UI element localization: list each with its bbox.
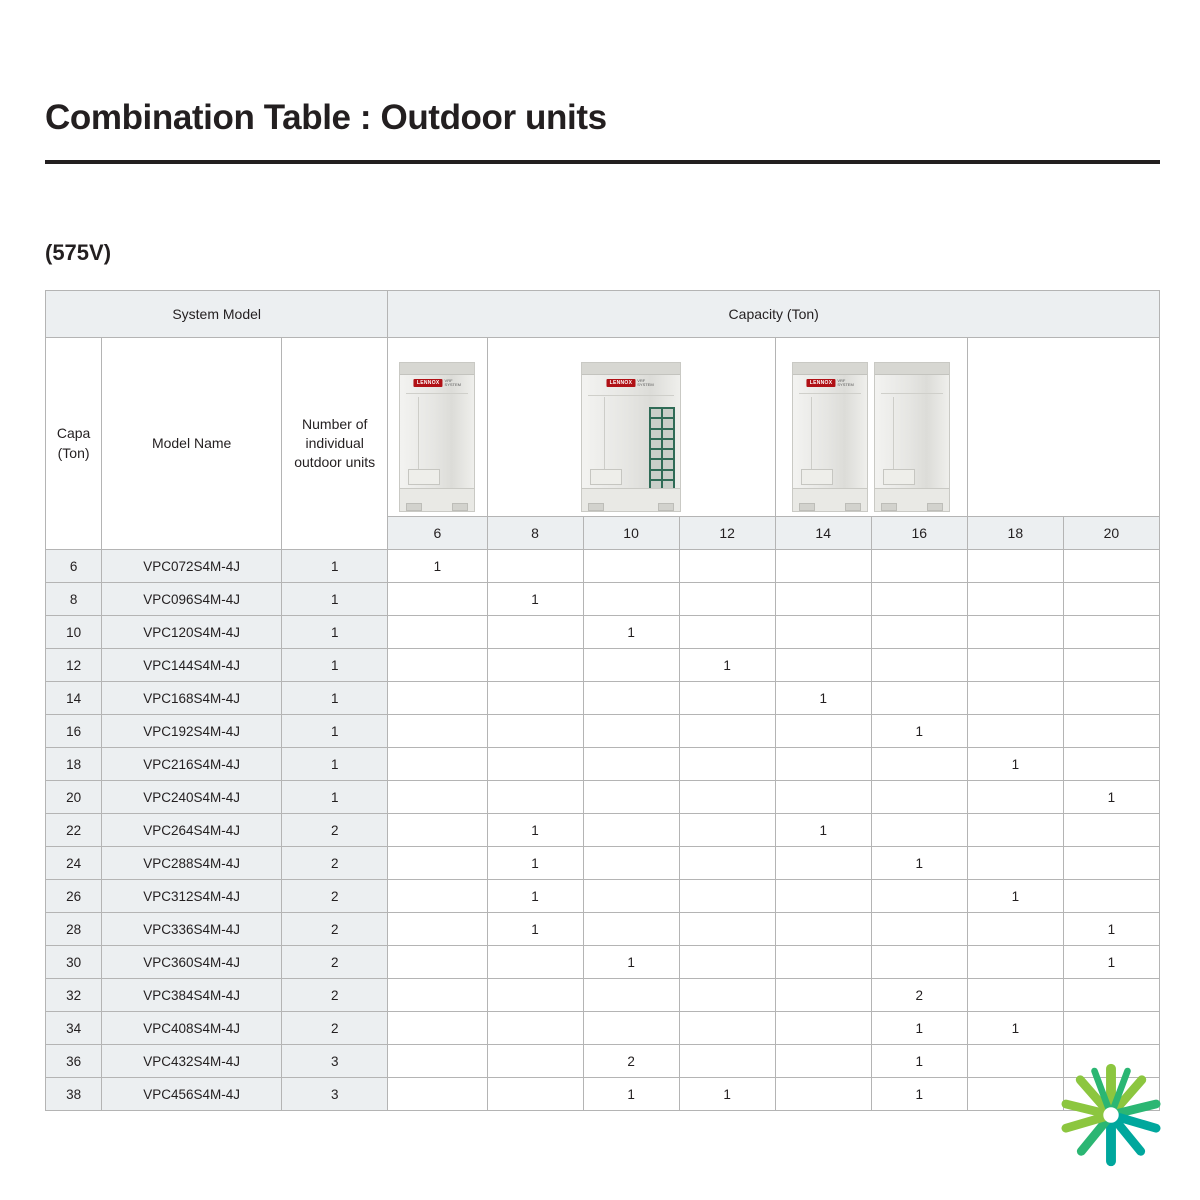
unit-foot-right bbox=[845, 503, 861, 511]
unit-top-cap bbox=[875, 363, 949, 375]
unit-brand-badge bbox=[807, 379, 854, 388]
brand-subtext: VRF SYSTEM bbox=[837, 378, 854, 388]
cell-cap-16: 1 bbox=[871, 1045, 967, 1078]
table-row bbox=[46, 880, 1160, 913]
cell-cap-6 bbox=[388, 913, 487, 946]
cell-cap-18: 1 bbox=[967, 880, 1063, 913]
cell-model: VPC312S4M-4J bbox=[102, 880, 282, 913]
cell-units: 2 bbox=[282, 946, 388, 979]
capacity-tick-6: 6 bbox=[388, 517, 487, 550]
cell-model: VPC240S4M-4J bbox=[102, 781, 282, 814]
cell-cap-8 bbox=[487, 649, 583, 682]
cell-units: 2 bbox=[282, 880, 388, 913]
cell-cap-20 bbox=[1063, 979, 1159, 1012]
cell-cap-20 bbox=[1063, 880, 1159, 913]
cell-cap-6 bbox=[388, 946, 487, 979]
cell-model: VPC384S4M-4J bbox=[102, 979, 282, 1012]
unit-panel-seam bbox=[881, 393, 943, 394]
cell-cap-20 bbox=[1063, 550, 1159, 583]
cell-cap-14 bbox=[775, 550, 871, 583]
cell-cap-18 bbox=[967, 946, 1063, 979]
cell-model: VPC432S4M-4J bbox=[102, 1045, 282, 1078]
cell-cap-18 bbox=[967, 979, 1063, 1012]
cell-cap-8: 1 bbox=[487, 583, 583, 616]
cell-cap-12 bbox=[679, 913, 775, 946]
table-row bbox=[46, 715, 1160, 748]
cell-cap-16 bbox=[871, 748, 967, 781]
unit-foot-right bbox=[452, 503, 468, 511]
voltage-subtitle: (575V) bbox=[45, 240, 112, 265]
cell-cap-6 bbox=[388, 880, 487, 913]
cell-units: 2 bbox=[282, 979, 388, 1012]
cell-capa: 36 bbox=[46, 1045, 102, 1078]
table-row bbox=[46, 1045, 1160, 1078]
column-header-capa bbox=[46, 338, 102, 550]
cell-units: 1 bbox=[282, 682, 388, 715]
cell-cap-16 bbox=[871, 583, 967, 616]
capacity-tick-8: 8 bbox=[487, 517, 583, 550]
brand-subtext: VRF SYSTEM bbox=[444, 378, 461, 388]
cell-cap-12: 1 bbox=[679, 649, 775, 682]
cell-cap-20 bbox=[1063, 649, 1159, 682]
cell-units: 1 bbox=[282, 583, 388, 616]
cell-model: VPC144S4M-4J bbox=[102, 649, 282, 682]
cell-cap-14 bbox=[775, 1012, 871, 1045]
cell-cap-16: 1 bbox=[871, 1012, 967, 1045]
unit-foot-left bbox=[799, 503, 815, 511]
cell-cap-14 bbox=[775, 979, 871, 1012]
cell-units: 3 bbox=[282, 1045, 388, 1078]
cell-model: VPC456S4M-4J bbox=[102, 1078, 282, 1111]
cell-cap-6 bbox=[388, 1045, 487, 1078]
unit-brand-badge bbox=[414, 379, 461, 388]
cell-cap-20 bbox=[1063, 1012, 1159, 1045]
cell-cap-16 bbox=[871, 682, 967, 715]
unit-foot-right bbox=[927, 503, 943, 511]
cell-cap-8 bbox=[487, 616, 583, 649]
cell-cap-10 bbox=[583, 814, 679, 847]
cell-units: 1 bbox=[282, 550, 388, 583]
cell-cap-10 bbox=[583, 748, 679, 781]
brand-mark: LENNOX bbox=[607, 379, 636, 387]
cell-cap-18 bbox=[967, 583, 1063, 616]
cell-cap-20: 1 bbox=[1063, 913, 1159, 946]
unit-brand-badge bbox=[607, 379, 656, 388]
cell-cap-16: 2 bbox=[871, 979, 967, 1012]
table-row bbox=[46, 682, 1160, 715]
cell-cap-6 bbox=[388, 1078, 487, 1111]
cell-cap-16 bbox=[871, 781, 967, 814]
table-row bbox=[46, 1078, 1160, 1111]
header-system-model: System Model bbox=[46, 291, 388, 338]
outdoor-unit-graphic bbox=[581, 362, 681, 512]
illustration-single-unit bbox=[388, 338, 487, 517]
cell-cap-8: 1 bbox=[487, 880, 583, 913]
unit-panel-seam bbox=[588, 395, 674, 396]
cell-cap-18 bbox=[967, 550, 1063, 583]
cell-cap-14 bbox=[775, 946, 871, 979]
table-row bbox=[46, 748, 1160, 781]
brand-subtext: VRF SYSTEM bbox=[637, 378, 654, 388]
capacity-tick-20: 20 bbox=[1063, 517, 1159, 550]
cell-cap-16 bbox=[871, 616, 967, 649]
cell-cap-12: 1 bbox=[679, 1078, 775, 1111]
table-row bbox=[46, 616, 1160, 649]
cell-model: VPC168S4M-4J bbox=[102, 682, 282, 715]
title-divider bbox=[45, 160, 1160, 164]
cell-cap-6 bbox=[388, 781, 487, 814]
brand-mark: LENNOX bbox=[414, 379, 443, 387]
unit-top-cap bbox=[793, 363, 867, 375]
table-row bbox=[46, 583, 1160, 616]
cell-cap-20 bbox=[1063, 814, 1159, 847]
cell-cap-12 bbox=[679, 715, 775, 748]
capacity-tick-14: 14 bbox=[775, 517, 871, 550]
unit-vent bbox=[408, 469, 440, 485]
cell-model: VPC336S4M-4J bbox=[102, 913, 282, 946]
cell-cap-16: 1 bbox=[871, 1078, 967, 1111]
cell-capa: 30 bbox=[46, 946, 102, 979]
cell-cap-12 bbox=[679, 1012, 775, 1045]
cell-cap-20 bbox=[1063, 682, 1159, 715]
cell-cap-10 bbox=[583, 781, 679, 814]
capacity-tick-10: 10 bbox=[583, 517, 679, 550]
outdoor-unit-graphic bbox=[874, 362, 950, 512]
cell-cap-16 bbox=[871, 649, 967, 682]
unit-foot-right bbox=[658, 503, 674, 511]
cell-units: 2 bbox=[282, 913, 388, 946]
cell-cap-10: 1 bbox=[583, 1078, 679, 1111]
cell-cap-14 bbox=[775, 913, 871, 946]
cell-cap-14 bbox=[775, 781, 871, 814]
cell-cap-10 bbox=[583, 715, 679, 748]
table-row bbox=[46, 847, 1160, 880]
cell-units: 1 bbox=[282, 715, 388, 748]
cell-units: 2 bbox=[282, 847, 388, 880]
cell-cap-6: 1 bbox=[388, 550, 487, 583]
cell-model: VPC264S4M-4J bbox=[102, 814, 282, 847]
cell-cap-16 bbox=[871, 913, 967, 946]
cell-capa: 18 bbox=[46, 748, 102, 781]
cell-cap-6 bbox=[388, 682, 487, 715]
unit-vent bbox=[883, 469, 915, 485]
cell-cap-16 bbox=[871, 946, 967, 979]
unit-heat-exchanger-grille bbox=[649, 407, 675, 491]
cell-cap-12 bbox=[679, 550, 775, 583]
cell-cap-18 bbox=[967, 649, 1063, 682]
cell-cap-10 bbox=[583, 880, 679, 913]
cell-cap-10 bbox=[583, 979, 679, 1012]
table-row bbox=[46, 814, 1160, 847]
cell-cap-12 bbox=[679, 1045, 775, 1078]
cell-cap-6 bbox=[388, 1012, 487, 1045]
table-row bbox=[46, 550, 1160, 583]
cell-cap-6 bbox=[388, 616, 487, 649]
cell-cap-20: 1 bbox=[1063, 946, 1159, 979]
table-row bbox=[46, 649, 1160, 682]
cell-model: VPC360S4M-4J bbox=[102, 946, 282, 979]
cell-cap-8: 1 bbox=[487, 847, 583, 880]
combination-table bbox=[45, 290, 1160, 1111]
cell-units: 3 bbox=[282, 1078, 388, 1111]
cell-cap-14 bbox=[775, 1045, 871, 1078]
cell-cap-14 bbox=[775, 616, 871, 649]
cell-cap-8 bbox=[487, 682, 583, 715]
capacity-tick-12: 12 bbox=[679, 517, 775, 550]
table-row bbox=[46, 946, 1160, 979]
table-row bbox=[46, 1012, 1160, 1045]
cell-cap-18 bbox=[967, 682, 1063, 715]
unit-top-cap bbox=[400, 363, 474, 375]
illustration-spacer bbox=[967, 338, 1159, 517]
cell-cap-10 bbox=[583, 550, 679, 583]
cell-cap-18 bbox=[967, 1045, 1063, 1078]
cell-cap-8 bbox=[487, 946, 583, 979]
cell-cap-18 bbox=[967, 1078, 1063, 1111]
cell-cap-12 bbox=[679, 682, 775, 715]
cell-cap-18 bbox=[967, 814, 1063, 847]
capacity-tick-16: 16 bbox=[871, 517, 967, 550]
table-row bbox=[46, 913, 1160, 946]
cell-cap-18 bbox=[967, 616, 1063, 649]
cell-units: 2 bbox=[282, 1012, 388, 1045]
unit-vent bbox=[801, 469, 833, 485]
cell-cap-6 bbox=[388, 748, 487, 781]
unit-panel-seam bbox=[799, 393, 861, 394]
table-row bbox=[46, 979, 1160, 1012]
cell-model: VPC120S4M-4J bbox=[102, 616, 282, 649]
brand-mark: LENNOX bbox=[807, 379, 836, 387]
cell-units: 1 bbox=[282, 649, 388, 682]
cell-capa: 34 bbox=[46, 1012, 102, 1045]
cell-cap-10 bbox=[583, 583, 679, 616]
cell-cap-16: 1 bbox=[871, 715, 967, 748]
cell-model: VPC408S4M-4J bbox=[102, 1012, 282, 1045]
cell-cap-10 bbox=[583, 913, 679, 946]
cell-cap-20 bbox=[1063, 847, 1159, 880]
cell-capa: 12 bbox=[46, 649, 102, 682]
column-header-model-name: Model Name bbox=[102, 338, 282, 550]
cell-cap-6 bbox=[388, 814, 487, 847]
cell-cap-18 bbox=[967, 913, 1063, 946]
cell-capa: 28 bbox=[46, 913, 102, 946]
cell-cap-14 bbox=[775, 583, 871, 616]
cell-cap-16: 1 bbox=[871, 847, 967, 880]
illustration-grille-unit bbox=[487, 338, 775, 517]
capacity-tick-18: 18 bbox=[967, 517, 1063, 550]
cell-cap-12 bbox=[679, 814, 775, 847]
unit-foot-left bbox=[881, 503, 897, 511]
cell-cap-20: 1 bbox=[1063, 781, 1159, 814]
cell-cap-10: 1 bbox=[583, 946, 679, 979]
unit-panel-seam bbox=[406, 393, 468, 394]
cell-cap-8 bbox=[487, 1078, 583, 1111]
number-of-units-label: Number of individual outdoor units bbox=[294, 416, 376, 470]
unit-foot-left bbox=[406, 503, 422, 511]
cell-cap-6 bbox=[388, 583, 487, 616]
page-title: Combination Table : Outdoor units bbox=[45, 98, 607, 137]
cell-cap-12 bbox=[679, 946, 775, 979]
cell-cap-12 bbox=[679, 583, 775, 616]
cell-cap-14 bbox=[775, 1078, 871, 1111]
cell-cap-8 bbox=[487, 550, 583, 583]
cell-cap-8: 1 bbox=[487, 814, 583, 847]
cell-cap-8 bbox=[487, 781, 583, 814]
cell-cap-12 bbox=[679, 748, 775, 781]
cell-cap-14 bbox=[775, 748, 871, 781]
cell-capa: 38 bbox=[46, 1078, 102, 1111]
cell-cap-18 bbox=[967, 781, 1063, 814]
illustration-dual-unit bbox=[775, 338, 967, 517]
cell-cap-18 bbox=[967, 847, 1063, 880]
cell-cap-10 bbox=[583, 847, 679, 880]
cell-cap-6 bbox=[388, 649, 487, 682]
cell-cap-18: 1 bbox=[967, 748, 1063, 781]
cell-cap-14: 1 bbox=[775, 682, 871, 715]
cell-capa: 20 bbox=[46, 781, 102, 814]
cell-cap-8 bbox=[487, 1045, 583, 1078]
cell-capa: 16 bbox=[46, 715, 102, 748]
cell-cap-8 bbox=[487, 1012, 583, 1045]
cell-model: VPC072S4M-4J bbox=[102, 550, 282, 583]
unit-foot-left bbox=[588, 503, 604, 511]
cell-capa: 10 bbox=[46, 616, 102, 649]
header-capacity: Capacity (Ton) bbox=[388, 291, 1160, 338]
cell-units: 2 bbox=[282, 814, 388, 847]
cell-cap-10: 2 bbox=[583, 1045, 679, 1078]
cell-cap-10 bbox=[583, 1012, 679, 1045]
cell-cap-6 bbox=[388, 715, 487, 748]
cell-capa: 32 bbox=[46, 979, 102, 1012]
cell-cap-16 bbox=[871, 880, 967, 913]
cell-cap-20 bbox=[1063, 583, 1159, 616]
unit-vent bbox=[590, 469, 622, 485]
capa-label-line2: (Ton) bbox=[57, 444, 90, 461]
cell-model: VPC096S4M-4J bbox=[102, 583, 282, 616]
unit-top-cap bbox=[582, 363, 680, 375]
capa-label-line1: Capa bbox=[56, 424, 91, 441]
cell-cap-16 bbox=[871, 550, 967, 583]
cell-cap-10 bbox=[583, 649, 679, 682]
cell-cap-12 bbox=[679, 847, 775, 880]
cell-cap-6 bbox=[388, 979, 487, 1012]
cell-cap-14 bbox=[775, 715, 871, 748]
cell-capa: 8 bbox=[46, 583, 102, 616]
cell-capa: 6 bbox=[46, 550, 102, 583]
cell-cap-12 bbox=[679, 616, 775, 649]
cell-cap-14 bbox=[775, 847, 871, 880]
cell-cap-8 bbox=[487, 748, 583, 781]
cell-model: VPC192S4M-4J bbox=[102, 715, 282, 748]
cell-model: VPC288S4M-4J bbox=[102, 847, 282, 880]
cell-capa: 24 bbox=[46, 847, 102, 880]
cell-cap-8: 1 bbox=[487, 913, 583, 946]
cell-cap-18 bbox=[967, 715, 1063, 748]
cell-cap-12 bbox=[679, 781, 775, 814]
outdoor-unit-graphic bbox=[399, 362, 475, 512]
cell-cap-14 bbox=[775, 880, 871, 913]
cell-cap-10: 1 bbox=[583, 616, 679, 649]
cell-cap-12 bbox=[679, 880, 775, 913]
cell-units: 1 bbox=[282, 781, 388, 814]
table-row bbox=[46, 781, 1160, 814]
cell-units: 1 bbox=[282, 748, 388, 781]
cell-cap-10 bbox=[583, 682, 679, 715]
cell-cap-8 bbox=[487, 715, 583, 748]
cell-cap-18: 1 bbox=[967, 1012, 1063, 1045]
cell-cap-20 bbox=[1063, 748, 1159, 781]
cell-cap-8 bbox=[487, 979, 583, 1012]
cell-cap-14: 1 bbox=[775, 814, 871, 847]
cell-units: 1 bbox=[282, 616, 388, 649]
column-header-number-of-units bbox=[282, 338, 388, 550]
cell-capa: 22 bbox=[46, 814, 102, 847]
cell-model: VPC216S4M-4J bbox=[102, 748, 282, 781]
cell-capa: 14 bbox=[46, 682, 102, 715]
lennox-burst-logo bbox=[1056, 1060, 1166, 1170]
cell-cap-20 bbox=[1063, 616, 1159, 649]
cell-cap-6 bbox=[388, 847, 487, 880]
outdoor-unit-graphic bbox=[792, 362, 868, 512]
cell-cap-12 bbox=[679, 979, 775, 1012]
cell-cap-14 bbox=[775, 649, 871, 682]
cell-cap-16 bbox=[871, 814, 967, 847]
cell-capa: 26 bbox=[46, 880, 102, 913]
cell-cap-20 bbox=[1063, 715, 1159, 748]
